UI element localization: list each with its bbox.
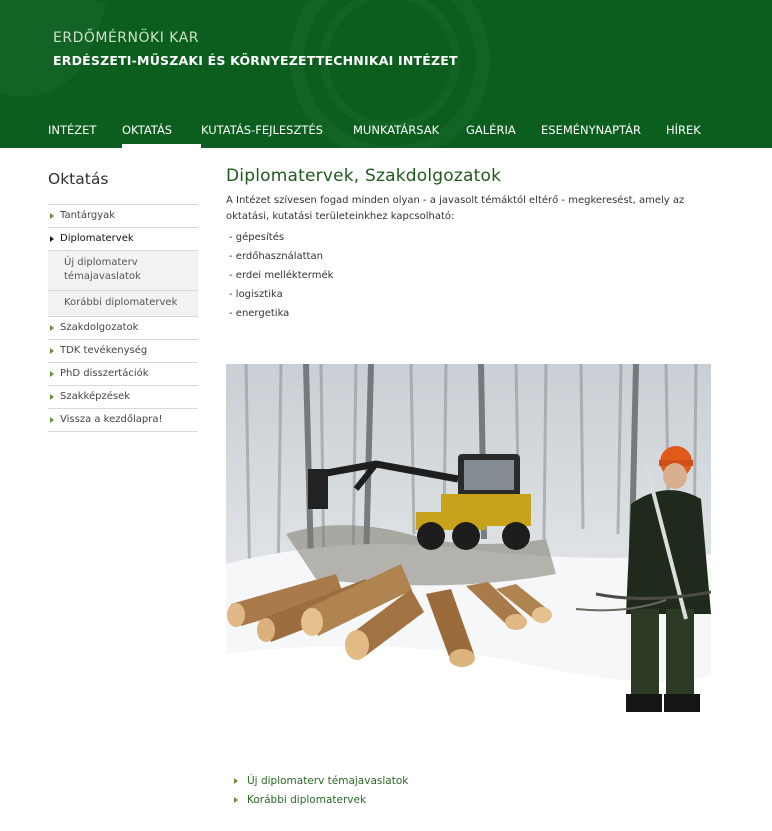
sidebar-subitem-uj-diplomaterv[interactable]: Új diplomaterv témajavaslatok bbox=[48, 251, 198, 291]
sidebar-item-phd[interactable] bbox=[48, 363, 198, 386]
sidebar-item-szakdolgozatok[interactable] bbox=[48, 317, 198, 340]
topic-item: - erdőhasználattan bbox=[229, 251, 323, 262]
arrow-right-icon bbox=[50, 325, 54, 331]
topic-item: - logisztika bbox=[229, 289, 283, 300]
sidebar-subitem-korabbi-diplomatervek[interactable]: Korábbi diplomatervek bbox=[48, 291, 198, 317]
topic-item: - energetika bbox=[229, 308, 290, 319]
arrow-right-icon bbox=[50, 394, 54, 400]
arrow-right-icon bbox=[50, 417, 54, 423]
nav-item-galeria[interactable]: GALÉRIA bbox=[466, 123, 516, 137]
link-korabbi-diplomatervek[interactable] bbox=[234, 791, 408, 810]
sidebar bbox=[48, 170, 198, 432]
arrow-right-icon bbox=[50, 348, 54, 354]
sidebar-item-szakkepzesek[interactable] bbox=[48, 386, 198, 409]
sidebar-item-label: TDK tevékenység bbox=[60, 345, 148, 356]
topic-item: - gépesítés bbox=[229, 232, 285, 243]
sidebar-item-label: Szakdolgozatok bbox=[60, 322, 139, 333]
sidebar-item-diplomatervek[interactable] bbox=[48, 228, 198, 251]
institute-name[interactable]: ERDÉSZETI-MŰSZAKI ÉS KÖRNYEZETTECHNIKAI INTÉZET bbox=[53, 53, 458, 68]
link-label: Korábbi diplomatervek bbox=[247, 794, 367, 806]
photo-illustration bbox=[226, 364, 711, 727]
bottom-links bbox=[234, 772, 408, 810]
nav-item-kutatas-fejlesztes[interactable]: KUTATÁS-FEJLESZTÉS bbox=[201, 123, 323, 137]
main-content bbox=[226, 166, 726, 323]
arrow-right-icon bbox=[50, 371, 54, 377]
sidebar-item-vissza[interactable] bbox=[48, 409, 198, 432]
sidebar-menu bbox=[48, 204, 198, 432]
arrow-right-icon bbox=[50, 236, 54, 242]
forestry-harvester-photo bbox=[226, 364, 711, 727]
main-navigation bbox=[48, 121, 716, 148]
sidebar-title: Oktatás bbox=[48, 170, 109, 188]
intro-text: A Intézet szívesen fogad minden olyan - a javasolt témáktól eltérő - megkeresést, amely az oktatási, kutatási területeinkhez kapcsolható: bbox=[226, 195, 685, 222]
sidebar-item-label: Diplomatervek bbox=[60, 233, 134, 244]
faculty-name[interactable]: ERDŐMÉRNÖKI KAR bbox=[53, 30, 200, 46]
nav-item-hirek[interactable]: HÍREK bbox=[666, 123, 701, 137]
topic-item: - erdei melléktermék bbox=[229, 270, 334, 281]
topic-list bbox=[226, 228, 726, 323]
nav-item-munkatarsak[interactable]: MUNKATÁRSAK bbox=[353, 123, 440, 137]
bullet-arrow-icon bbox=[234, 797, 238, 803]
nav-item-esemenynaptar[interactable]: ESEMÉNYNAPTÁR bbox=[541, 123, 642, 137]
site-header bbox=[0, 0, 772, 148]
arrow-right-icon bbox=[50, 213, 54, 219]
link-label: Új diplomaterv témajavaslatok bbox=[247, 775, 409, 787]
page-title: Diplomatervek, Szakdolgozatok bbox=[226, 166, 502, 186]
nav-item-intezet[interactable]: INTÉZET bbox=[48, 123, 97, 137]
sidebar-item-label: PhD disszertációk bbox=[60, 368, 149, 379]
sidebar-item-tantargyak[interactable] bbox=[48, 205, 198, 228]
link-uj-diplomaterv[interactable] bbox=[234, 772, 408, 791]
bullet-arrow-icon bbox=[234, 778, 238, 784]
sidebar-item-label: Vissza a kezdőlapra! bbox=[60, 414, 163, 425]
sidebar-item-label: Tantárgyak bbox=[60, 210, 116, 221]
nav-item-oktatas[interactable]: OKTATÁS bbox=[122, 121, 201, 148]
sidebar-item-label: Szakképzések bbox=[60, 391, 131, 402]
sidebar-item-tdk[interactable] bbox=[48, 340, 198, 363]
